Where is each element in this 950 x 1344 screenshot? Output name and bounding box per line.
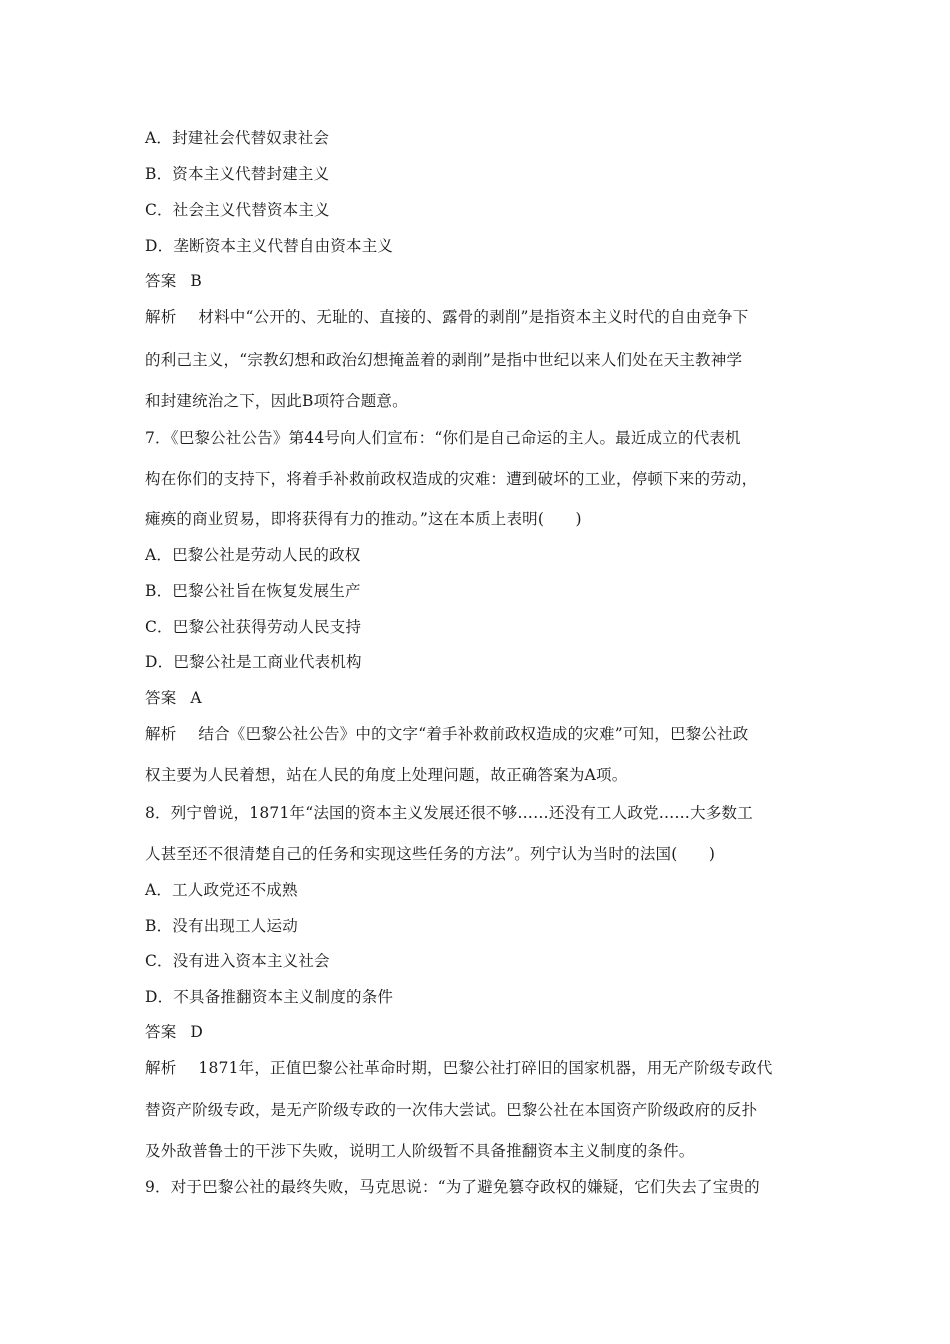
q7-answer-value: A [190,689,202,707]
q6-analysis-label: 解析 [145,308,177,326]
q8-option-d: D．不具备推翻资本主义制度的条件 [145,988,394,1006]
q6-answer [145,271,815,291]
q8-option-c: C．没有进入资本主义社会 [145,952,330,970]
q8-option-a: A．工人政党还不成熟 [145,881,298,899]
q8-analysis-text-1: 1871年，正值巴黎公社革命时期，巴黎公社打碎旧的国家机器，用无产阶级专政代 [198,1059,773,1077]
q8-answer-label: 答案 [145,1023,177,1041]
q7-option-a: A．巴黎公社是劳动人民的政权 [145,546,361,564]
q8-answer-value: D [190,1023,204,1041]
q6-analysis-line-1 [145,307,815,327]
q6-option-a: A．封建社会代替奴隶社会 [145,129,330,147]
q7-option-d: D．巴黎公社是工商业代表机构 [145,653,362,671]
q7-stem-line-1: 7．《巴黎公社公告》第44号向人们宣布：“你们是自己命运的主人。最近成立的代表机 [145,429,741,447]
q7-analysis-label: 解析 [145,725,177,743]
q6-option-b: B．资本主义代替封建主义 [145,165,330,183]
q6-analysis-text-1: 材料中“公开的、无耻的、直接的、露骨的剥削”是指资本主义时代的自由竞争下 [198,308,749,326]
q6-analysis-line-2: 的利己主义，“宗教幻想和政治幻想掩盖着的剥削”是指中世纪以来人们处在天主教神学 [145,351,743,369]
q9-stem-line-1: 9．对于巴黎公社的最终失败，马克思说：“为了避免篡夺政权的嫌疑，它们失去了宝贵的 [145,1178,760,1196]
q8-option-b: B．没有出现工人运动 [145,917,298,935]
q7-answer [145,688,815,708]
q8-analysis-line-2: 替资产阶级专政，是无产阶级专政的一次伟大尝试。巴黎公社在本国资产阶级政府的反扑 [145,1101,758,1119]
q7-stem-line-2: 构在你们的支持下，将着手补救前政权造成的灾难：遭到破坏的工业，停顿下来的劳动， [145,470,758,488]
q6-analysis-line-3: 和封建统治之下，因此B项符合题意。 [145,392,408,410]
q7-option-b: B．巴黎公社旨在恢复发展生产 [145,582,361,600]
q6-option-c: C．社会主义代替资本主义 [145,201,330,219]
q6-option-d: D．垄断资本主义代替自由资本主义 [145,237,394,255]
q7-stem-line-3: 瘫痪的商业贸易，即将获得有力的推动。”这在本质上表明( ) [145,510,582,528]
q7-answer-label: 答案 [145,689,177,707]
q7-option-c: C．巴黎公社获得劳动人民支持 [145,618,362,636]
q8-stem-line-2: 人甚至还不很清楚自己的任务和实现这些任务的方法”。列宁认为当时的法国( ) [145,845,716,863]
q8-analysis-line-3: 及外敌普鲁士的干涉下失败，说明工人阶级暂不具备推翻资本主义制度的条件。 [145,1142,695,1160]
q6-answer-value: B [190,272,202,290]
q7-analysis-line-2: 权主要为人民着想，站在人民的角度上处理问题，故正确答案为A项。 [145,766,628,784]
q8-stem-line-1: 8．列宁曾说，1871年“法国的资本主义发展还很不够……还没有工人政党……大多数工 [145,804,753,822]
q8-answer [145,1022,815,1042]
q7-analysis-text-1: 结合《巴黎公社公告》中的文字“着手补救前政权造成的灾难”可知，巴黎公社政 [198,725,749,743]
q6-answer-label: 答案 [145,272,177,290]
q8-analysis-label: 解析 [145,1059,177,1077]
q8-analysis-line-1 [145,1058,815,1078]
q7-analysis-line-1 [145,724,815,744]
